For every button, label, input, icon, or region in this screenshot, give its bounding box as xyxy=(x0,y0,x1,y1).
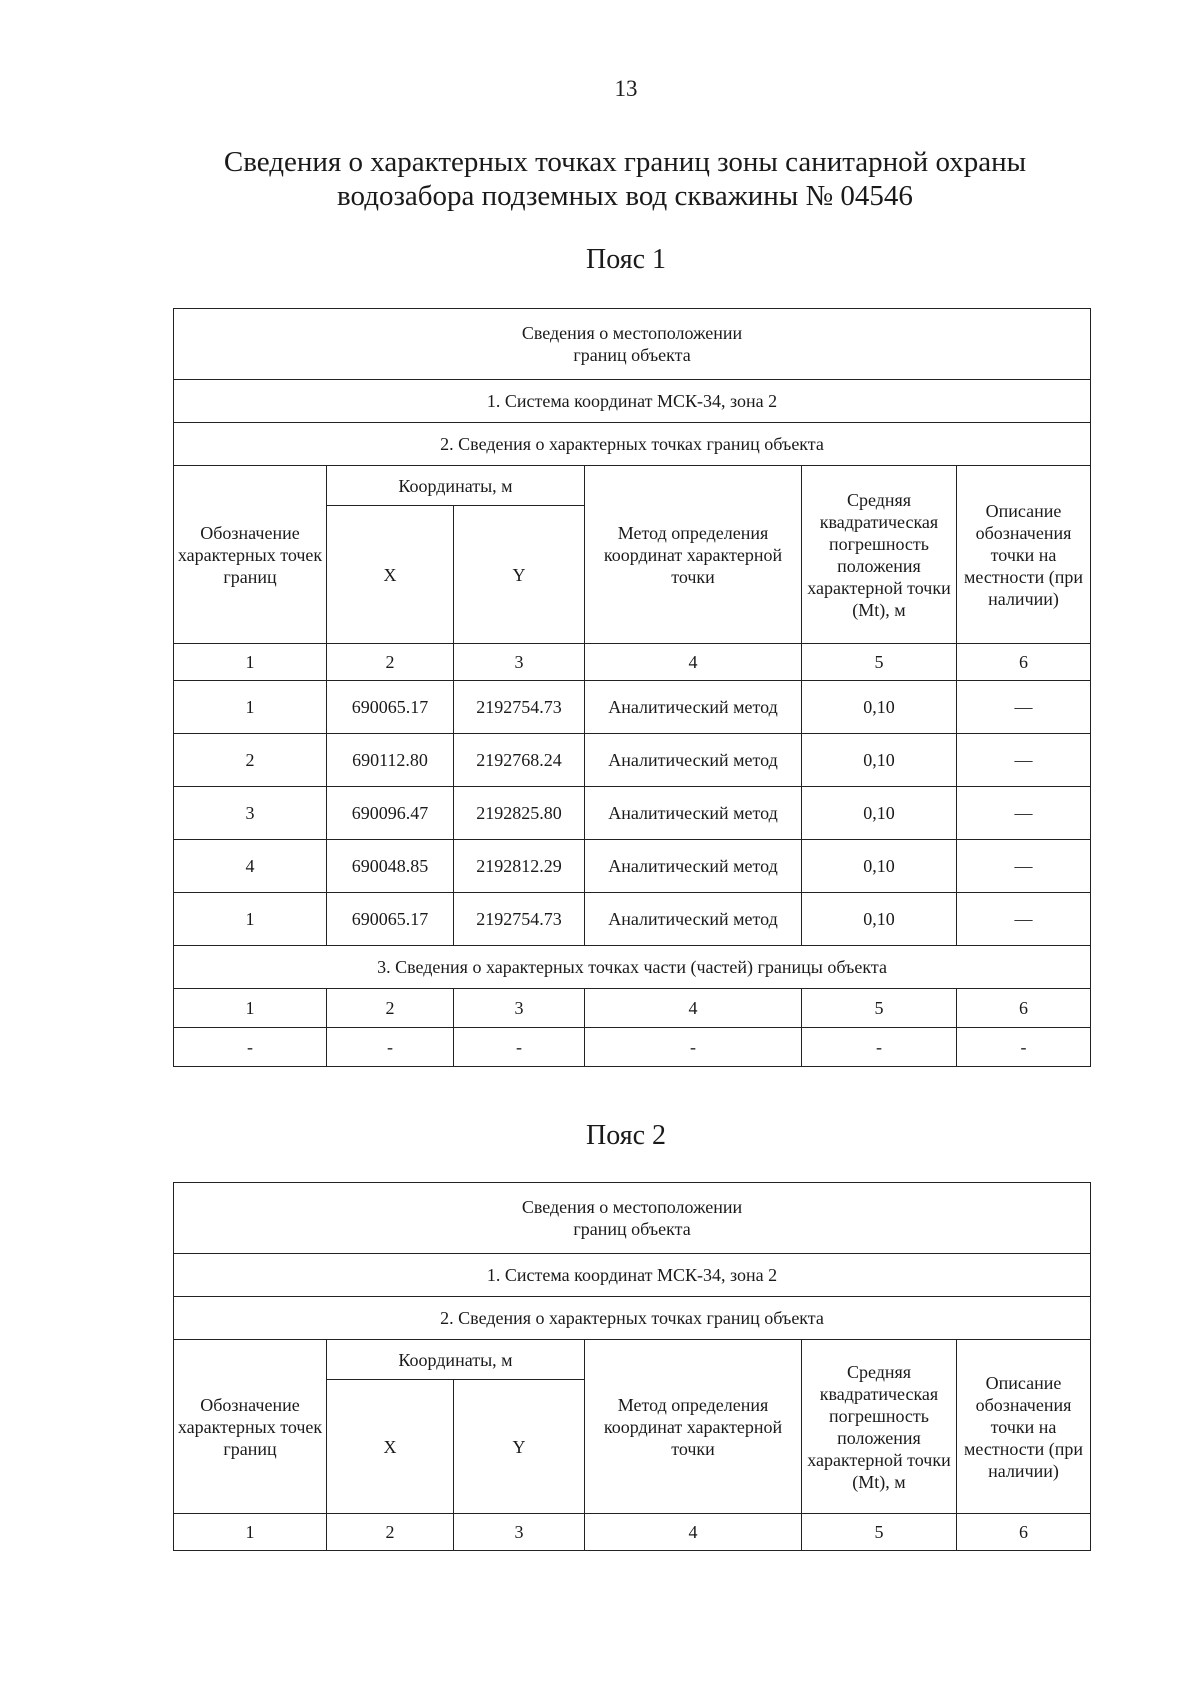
x-cell: 690065.17 xyxy=(327,681,454,734)
description-cell: — xyxy=(957,840,1091,893)
table-row xyxy=(174,840,1091,893)
column-number-row: 1 2 3 4 5 6 xyxy=(174,644,1091,681)
method-cell: Аналитический метод xyxy=(585,681,802,734)
page-number: 13 xyxy=(614,76,638,101)
error-cell: 0,10 xyxy=(802,734,957,787)
col-x: X xyxy=(327,506,454,644)
title-line-1: Сведения о характерных точках границ зоны санитарной охраны xyxy=(223,146,1027,178)
col-method: Метод определения координат характерной точки xyxy=(585,466,802,644)
col-y: Y xyxy=(454,1380,585,1514)
belt-1-table xyxy=(173,308,1091,1067)
method-cell: Аналитический метод xyxy=(585,893,802,946)
y-cell: 2192812.29 xyxy=(454,840,585,893)
error-cell: 0,10 xyxy=(802,681,957,734)
x-cell: 690048.85 xyxy=(327,840,454,893)
y-cell: 2192768.24 xyxy=(454,734,585,787)
table-row xyxy=(174,681,1091,734)
x-cell: 690065.17 xyxy=(327,893,454,946)
col-error: Средняя квадратическая погрешность положения характерной точки (Mt), м xyxy=(802,1340,957,1514)
belt-2-table xyxy=(173,1182,1091,1551)
coord-system: 1. Система координат МСК-34, зона 2 xyxy=(174,380,1091,423)
point-cell: 1 xyxy=(174,893,327,946)
title-line-2: водозабора подземных вод скважины № 04546 xyxy=(337,180,913,212)
x-cell: 690096.47 xyxy=(327,787,454,840)
y-cell: 2192825.80 xyxy=(454,787,585,840)
column-number-row: 1 2 3 4 5 6 xyxy=(174,1514,1091,1551)
description-cell: — xyxy=(957,787,1091,840)
error-cell: 0,10 xyxy=(802,840,957,893)
location-header: Сведения о местоположении границ объекта xyxy=(174,309,1091,380)
method-cell: Аналитический метод xyxy=(585,840,802,893)
section-3-row: - - - - - - xyxy=(174,1028,1091,1067)
section-2-header: 2. Сведения о характерных точках границ объекта xyxy=(174,1297,1091,1340)
error-cell: 0,10 xyxy=(802,893,957,946)
col-method: Метод определения координат характерной точки xyxy=(585,1340,802,1514)
belt-2-title: Пояс 2 xyxy=(586,1120,666,1151)
col-description: Описание обозначения точки на местности (при наличии) xyxy=(957,1340,1091,1514)
col-coordinates: Координаты, м xyxy=(327,1340,585,1380)
col-error: Средняя квадратическая погрешность положения характерной точки (Mt), м xyxy=(802,466,957,644)
y-cell: 2192754.73 xyxy=(454,681,585,734)
description-cell: — xyxy=(957,893,1091,946)
table-row xyxy=(174,787,1091,840)
col-point-designation: Обозначение характерных точек границ xyxy=(174,1340,327,1514)
description-cell: — xyxy=(957,734,1091,787)
point-cell: 4 xyxy=(174,840,327,893)
table-row xyxy=(174,734,1091,787)
col-x: X xyxy=(327,1380,454,1514)
point-cell: 3 xyxy=(174,787,327,840)
section-3-header: 3. Сведения о характерных точках части (частей) границы объекта xyxy=(174,946,1091,989)
error-cell: 0,10 xyxy=(802,787,957,840)
table-row xyxy=(174,893,1091,946)
col-description: Описание обозначения точки на местности (при наличии) xyxy=(957,466,1091,644)
section-3-column-numbers: 1 2 3 4 5 6 xyxy=(174,989,1091,1028)
col-coordinates: Координаты, м xyxy=(327,466,585,506)
x-cell: 690112.80 xyxy=(327,734,454,787)
coord-system: 1. Система координат МСК-34, зона 2 xyxy=(174,1254,1091,1297)
col-y: Y xyxy=(454,506,585,644)
document-title xyxy=(175,145,1075,213)
y-cell: 2192754.73 xyxy=(454,893,585,946)
belt-1-title: Пояс 1 xyxy=(586,244,666,275)
point-cell: 2 xyxy=(174,734,327,787)
section-2-header: 2. Сведения о характерных точках границ объекта xyxy=(174,423,1091,466)
col-point-designation: Обозначение характерных точек границ xyxy=(174,466,327,644)
method-cell: Аналитический метод xyxy=(585,787,802,840)
point-cell: 1 xyxy=(174,681,327,734)
method-cell: Аналитический метод xyxy=(585,734,802,787)
description-cell: — xyxy=(957,681,1091,734)
location-header: Сведения о местоположении границ объекта xyxy=(174,1183,1091,1254)
